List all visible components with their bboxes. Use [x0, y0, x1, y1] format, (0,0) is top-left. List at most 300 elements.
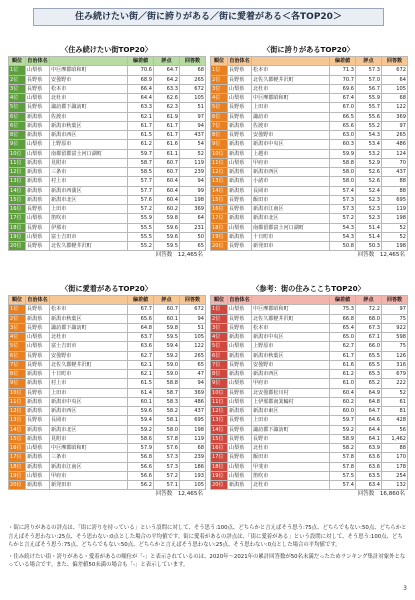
rank-cell: 7位	[211, 121, 228, 130]
answers-cell: 105	[180, 333, 206, 342]
municipality-cell: 新発田市	[252, 242, 330, 251]
footnote: ・街に誇りがあるの評点は、「街に誇りを持っている」という設問に対して、そう思う:100点、どちらかと言えばそう思う:75点、どちらでもない:50点、どちらかと言えばそう思わない:25点、そう思わない:0点とした場合の平均値です。街に愛着があるの評点は、「街に愛着がある」という設問に対して、そう思う:100点、どちらかと言えばそう思う:75点、どちらでもない:50点、どちらかと言えばそう思わない:25点、そう思わない:0点とした場合の平均値です。	[8, 525, 407, 549]
prefecture-cell: 新潟県	[228, 186, 252, 195]
prefecture-cell: 山梨県	[228, 223, 252, 232]
rank-cell: 11位	[211, 158, 228, 167]
municipality-cell: 北杜市	[50, 333, 128, 342]
deviation-cell: 57.2	[330, 214, 356, 223]
table-row	[211, 462, 408, 471]
table-row	[9, 177, 206, 186]
score-cell: 64.9	[356, 388, 382, 397]
answers-cell: 97	[382, 305, 408, 314]
answers-cell: 369	[180, 205, 206, 214]
answers-cell: 437	[382, 168, 408, 177]
deviation-cell: 61.6	[330, 360, 356, 369]
table-row	[211, 158, 408, 167]
rank-cell: 13位	[211, 177, 228, 186]
rank-cell: 11位	[9, 158, 26, 167]
score-cell: 58.0	[154, 425, 180, 434]
table-row	[211, 434, 408, 443]
score-cell: 59.0	[154, 370, 180, 379]
answers-cell: 105	[180, 481, 206, 490]
prefecture-cell: 長野県	[26, 388, 50, 397]
municipality-cell: 佐渡市	[252, 121, 330, 130]
municipality-cell: 北杜市	[252, 84, 330, 93]
deviation-cell: 57.3	[330, 195, 356, 204]
table-row	[211, 471, 408, 480]
deviation-cell: 58.0	[330, 177, 356, 186]
prefecture-cell: 長野県	[26, 305, 50, 314]
answers-cell: 94	[180, 121, 206, 130]
deviation-cell: 54.3	[330, 232, 356, 241]
prefecture-cell: 山梨県	[228, 397, 252, 406]
deviation-cell: 54.3	[330, 223, 356, 232]
table-row	[9, 351, 206, 360]
rank-cell: 9位	[211, 379, 228, 388]
municipality-cell: 十日町市	[252, 232, 330, 241]
municipality-cell: 新潟市江南区	[50, 462, 128, 471]
answers-cell: 239	[180, 453, 206, 462]
table-row	[9, 416, 206, 425]
table-row	[211, 149, 408, 158]
prefecture-cell: 新潟県	[26, 425, 50, 434]
rank-cell: 8位	[9, 370, 26, 379]
table-row	[211, 195, 408, 204]
score-cell: 51.4	[356, 232, 382, 241]
score-cell: 53.2	[356, 149, 382, 158]
deviation-cell: 55.5	[128, 232, 154, 241]
score-cell: 53.4	[356, 140, 382, 149]
table-row	[9, 471, 206, 480]
deviation-cell: 61.5	[128, 379, 154, 388]
deviation-cell: 57.9	[128, 444, 154, 453]
score-cell: 67.3	[356, 323, 382, 332]
deviation-cell: 60.2	[330, 397, 356, 406]
score-cell: 64.7	[356, 407, 382, 416]
deviation-cell: 56.6	[128, 462, 154, 471]
municipality-cell: 北佐久郡軽井沢町	[50, 242, 128, 251]
deviation-cell: 68.9	[128, 75, 154, 84]
municipality-cell: 新発田市	[50, 481, 128, 490]
score-cell: 59.5	[154, 242, 180, 251]
municipality-cell: 松本市	[252, 66, 330, 75]
table-row	[9, 66, 206, 75]
rank-cell: 15位	[211, 195, 228, 204]
score-cell: 61.6	[154, 140, 180, 149]
prefecture-cell: 新潟県	[26, 314, 50, 323]
municipality-cell: 笛吹市	[50, 214, 128, 223]
table-row	[9, 149, 206, 158]
prefecture-cell: 山梨県	[228, 84, 252, 93]
rank-cell: 9位	[9, 140, 26, 149]
respondent-count: 回答数 16,860名	[357, 491, 405, 498]
answers-cell: 198	[180, 195, 206, 204]
prefecture-cell: 長野県	[228, 75, 252, 84]
answers-cell: 81	[382, 407, 408, 416]
score-cell: 63.6	[356, 462, 382, 471]
score-cell: 63.3	[154, 84, 180, 93]
deviation-cell: 59.7	[330, 416, 356, 425]
answers-cell: 254	[382, 471, 408, 480]
score-cell: 64.2	[154, 75, 180, 84]
table-row	[9, 131, 206, 140]
table-row	[9, 205, 206, 214]
score-cell: 59.6	[154, 232, 180, 241]
municipality-cell: 新潟市西区	[252, 168, 330, 177]
deviation-cell: 62.1	[128, 112, 154, 121]
deviation-cell: 61.2	[330, 370, 356, 379]
column-header	[50, 296, 128, 305]
rank-cell: 6位	[9, 351, 26, 360]
answers-cell: 126	[382, 351, 408, 360]
score-cell: 58.3	[154, 397, 180, 406]
municipality-cell: 笛吹市	[252, 471, 330, 480]
table-row	[211, 314, 408, 323]
rank-cell: 5位	[9, 342, 26, 351]
ranking-table	[8, 295, 206, 490]
deviation-cell: 64.8	[128, 323, 154, 332]
answers-cell: 88	[382, 186, 408, 195]
table-row	[211, 333, 408, 342]
column-header: 回答数	[180, 296, 206, 305]
municipality-cell: 長岡市	[50, 416, 128, 425]
answers-cell: 198	[382, 214, 408, 223]
score-cell: 64.8	[356, 397, 382, 406]
answers-cell: 75	[382, 342, 408, 351]
column-header: 順位	[9, 57, 26, 66]
rank-cell: 8位	[211, 131, 228, 140]
deviation-cell: 59.2	[128, 425, 154, 434]
answers-cell: 119	[382, 205, 408, 214]
deviation-cell: 56.6	[128, 471, 154, 480]
score-cell: 60.4	[154, 177, 180, 186]
prefecture-cell: 山梨県	[26, 149, 50, 158]
municipality-cell: 北杜市	[50, 94, 128, 103]
municipality-cell: 見附市	[50, 158, 128, 167]
deviation-cell: 57.5	[330, 471, 356, 480]
municipality-cell: 諏訪市	[252, 112, 330, 121]
municipality-cell: 南都留郡富士河口湖町	[50, 149, 128, 158]
score-cell: 52.6	[356, 168, 382, 177]
prefecture-cell: 山梨県	[228, 379, 252, 388]
prefecture-cell: 新潟県	[228, 407, 252, 416]
table-row	[211, 205, 408, 214]
table-row	[9, 305, 206, 314]
answers-cell: 52	[180, 149, 206, 158]
deviation-cell: 62.7	[128, 351, 154, 360]
column-header: 偏差値	[330, 57, 356, 66]
answers-cell: 54	[180, 140, 206, 149]
prefecture-cell: 長野県	[228, 416, 252, 425]
table-header-row	[9, 57, 206, 66]
deviation-cell: 61.7	[330, 351, 356, 360]
municipality-cell: 新潟市秋葉区	[50, 314, 128, 323]
rank-cell: 6位	[211, 351, 228, 360]
table-row	[9, 214, 206, 223]
score-cell: 57.3	[154, 453, 180, 462]
municipality-cell: 諏訪郡下諏訪町	[50, 323, 128, 332]
answers-cell: 124	[382, 149, 408, 158]
prefecture-cell: 新潟県	[26, 186, 50, 195]
rank-cell: 16位	[9, 205, 26, 214]
rank-cell: 16位	[211, 205, 228, 214]
rank-cell: 13位	[9, 177, 26, 186]
deviation-cell: 70.7	[330, 75, 356, 84]
table-row	[9, 462, 206, 471]
deviation-cell: 57.8	[330, 462, 356, 471]
deviation-cell: 58.2	[330, 444, 356, 453]
prefecture-cell: 山梨県	[26, 333, 50, 342]
panel-aichaku	[8, 283, 205, 499]
table-row	[211, 351, 408, 360]
score-cell: 63.6	[356, 453, 382, 462]
prefecture-cell: 新潟県	[26, 168, 50, 177]
table-row	[211, 75, 408, 84]
panel-sumigokochi	[210, 283, 407, 499]
answers-cell: 695	[180, 416, 206, 425]
prefecture-cell: 長野県	[26, 323, 50, 332]
score-cell: 59.5	[154, 333, 180, 342]
table-row	[211, 416, 408, 425]
rank-cell: 19位	[211, 232, 228, 241]
answers-cell: 64	[180, 214, 206, 223]
rank-cell: 17位	[9, 453, 26, 462]
answers-cell: 105	[382, 84, 408, 93]
deviation-cell: 57.2	[128, 205, 154, 214]
table-row	[9, 407, 206, 416]
prefecture-cell: 長野県	[26, 75, 50, 84]
answers-cell: 99	[180, 186, 206, 195]
score-cell: 63.9	[356, 444, 382, 453]
prefecture-cell: 新潟県	[228, 370, 252, 379]
table-row	[211, 305, 408, 314]
answers-cell: 56	[382, 425, 408, 434]
deviation-cell: 62.7	[330, 342, 356, 351]
prefecture-cell: 山梨県	[228, 94, 252, 103]
table-row	[211, 121, 408, 130]
answers-cell: 437	[180, 407, 206, 416]
panel-hokori	[210, 44, 407, 260]
table-row	[211, 140, 408, 149]
rank-cell: 4位	[211, 94, 228, 103]
prefecture-cell: 山梨県	[228, 471, 252, 480]
prefecture-cell: 長野県	[26, 205, 50, 214]
score-cell: 57.1	[154, 481, 180, 490]
deviation-cell: 58.8	[330, 158, 356, 167]
rank-cell: 9位	[9, 379, 26, 388]
municipality-cell: 新潟市北区	[50, 425, 128, 434]
answers-cell: 265	[180, 351, 206, 360]
table-row	[9, 388, 206, 397]
column-header	[50, 57, 128, 66]
rank-cell: 9位	[211, 140, 228, 149]
deviation-cell: 57.6	[128, 195, 154, 204]
table-row	[9, 425, 206, 434]
answers-cell: 170	[382, 453, 408, 462]
column-header: 自治体名	[229, 58, 250, 64]
municipality-cell: 十日町市	[50, 370, 128, 379]
municipality-cell: 新潟市西区	[50, 131, 128, 140]
rank-cell: 12位	[211, 407, 228, 416]
score-cell: 58.2	[154, 407, 180, 416]
rank-cell: 17位	[211, 453, 228, 462]
rank-cell: 1位	[9, 305, 26, 314]
municipality-cell: 甲府市	[252, 379, 330, 388]
answers-cell: 52	[382, 223, 408, 232]
table-row	[211, 444, 408, 453]
table-row	[9, 453, 206, 462]
column-header: 回答数	[382, 296, 408, 305]
table-row	[9, 112, 206, 121]
rank-cell: 8位	[211, 370, 228, 379]
rank-cell: 3位	[211, 323, 228, 332]
deviation-cell: 63.0	[330, 131, 356, 140]
prefecture-cell: 長野県	[26, 84, 50, 93]
municipality-cell: 新潟市北区	[252, 214, 330, 223]
prefecture-cell: 長野県	[228, 195, 252, 204]
column-header	[252, 57, 330, 66]
prefecture-cell: 山梨県	[228, 158, 252, 167]
rank-cell: 1位	[9, 66, 26, 75]
rank-cell: 4位	[9, 333, 26, 342]
answers-cell: 47	[180, 370, 206, 379]
prefecture-cell: 新潟県	[26, 131, 50, 140]
rank-cell: 12位	[9, 168, 26, 177]
deviation-cell: 63.6	[128, 342, 154, 351]
rank-cell: 8位	[9, 131, 26, 140]
deviation-cell: 61.0	[330, 379, 356, 388]
footnotes	[8, 524, 407, 573]
column-header: 順位	[9, 296, 26, 305]
score-cell: 61.7	[154, 131, 180, 140]
score-cell: 54.3	[356, 131, 382, 140]
answers-cell: 105	[180, 94, 206, 103]
municipality-cell: 甲斐市	[252, 462, 330, 471]
answers-cell: 672	[382, 66, 408, 75]
score-cell: 58.7	[154, 388, 180, 397]
answers-cell: 437	[180, 131, 206, 140]
answers-cell: 1,462	[382, 434, 408, 443]
score-cell: 66.0	[356, 342, 382, 351]
prefecture-cell: 新潟県	[26, 407, 50, 416]
column-header: 評点	[356, 57, 382, 66]
table-row	[211, 232, 408, 241]
score-cell: 59.0	[154, 360, 180, 369]
prefecture-cell: 山梨県	[228, 342, 252, 351]
deviation-cell: 62.1	[128, 370, 154, 379]
deviation-cell: 70.6	[128, 66, 154, 75]
ranking-table	[210, 56, 408, 251]
rank-cell: 18位	[211, 462, 228, 471]
score-cell: 60.1	[154, 314, 180, 323]
municipality-cell: 上田市	[50, 388, 128, 397]
deviation-cell: 57.4	[330, 481, 356, 490]
prefecture-cell: 長野県	[26, 223, 50, 232]
score-cell: 64.1	[356, 434, 382, 443]
score-cell: 51.4	[356, 223, 382, 232]
table-row	[9, 158, 206, 167]
score-cell: 60.7	[154, 168, 180, 177]
prefecture-cell: 長野県	[228, 131, 252, 140]
rank-cell: 4位	[9, 94, 26, 103]
score-cell: 60.2	[154, 205, 180, 214]
answers-cell: 316	[382, 360, 408, 369]
municipality-cell: 飯田市	[252, 453, 330, 462]
respondent-count: 回答数 12,465名	[155, 252, 203, 259]
prefecture-cell: 長野県	[228, 425, 252, 434]
prefecture-cell: 長野県	[228, 66, 252, 75]
prefecture-cell: 新潟県	[26, 195, 50, 204]
score-cell: 68.0	[356, 314, 382, 323]
rank-cell: 2位	[9, 314, 26, 323]
prefecture-cell: 新潟県	[228, 140, 252, 149]
deviation-cell: 56.2	[128, 481, 154, 490]
rank-cell: 12位	[9, 407, 26, 416]
deviation-cell: 67.4	[330, 94, 356, 103]
answers-cell: 119	[180, 158, 206, 167]
score-cell: 60.7	[154, 305, 180, 314]
rank-cell: 19位	[211, 471, 228, 480]
deviation-cell: 61.4	[128, 388, 154, 397]
rank-cell: 11位	[211, 397, 228, 406]
answers-cell: 132	[382, 481, 408, 490]
table-row	[9, 342, 206, 351]
rank-cell: 3位	[9, 323, 26, 332]
municipality-cell: 中巨摩郡昭和町	[50, 444, 128, 453]
deviation-cell: 58.5	[128, 168, 154, 177]
column-header: 順位	[211, 296, 228, 305]
municipality-cell: 上野原市	[50, 140, 128, 149]
deviation-cell: 58.9	[330, 434, 356, 443]
municipality-cell: 村上市	[50, 177, 128, 186]
municipality-cell: 新潟市西区	[50, 407, 128, 416]
table-row	[9, 186, 206, 195]
prefecture-cell: 山梨県	[26, 342, 50, 351]
answers-cell: 672	[180, 84, 206, 93]
table-row	[211, 407, 408, 416]
rank-cell: 13位	[9, 416, 26, 425]
answers-cell: 598	[382, 333, 408, 342]
municipality-cell: 新潟市中央区	[50, 397, 128, 406]
answers-cell: 122	[180, 342, 206, 351]
rank-cell: 5位	[9, 103, 26, 112]
deviation-cell: 60.3	[330, 140, 356, 149]
prefecture-cell: 長野県	[26, 360, 50, 369]
prefecture-cell: 新潟県	[26, 434, 50, 443]
table-row	[9, 323, 206, 332]
score-cell: 65.5	[356, 360, 382, 369]
table-row	[211, 360, 408, 369]
score-cell: 60.7	[154, 158, 180, 167]
municipality-cell: 諏訪郡下諏訪町	[50, 103, 128, 112]
score-cell: 50.3	[356, 242, 382, 251]
rank-cell: 10位	[9, 388, 26, 397]
answers-cell: 486	[382, 140, 408, 149]
table-header-row	[9, 296, 206, 305]
prefecture-cell: 長野県	[228, 112, 252, 121]
prefecture-cell: 長野県	[228, 434, 252, 443]
rank-cell: 1位	[211, 66, 228, 75]
table-row	[211, 214, 408, 223]
answers-cell: 193	[180, 471, 206, 480]
table-row	[211, 425, 408, 434]
table-row	[211, 323, 408, 332]
deviation-cell: 55.9	[128, 214, 154, 223]
rank-cell: 16位	[9, 444, 26, 453]
answers-cell: 428	[382, 416, 408, 425]
table-row	[9, 168, 206, 177]
answers-cell: 52	[382, 388, 408, 397]
